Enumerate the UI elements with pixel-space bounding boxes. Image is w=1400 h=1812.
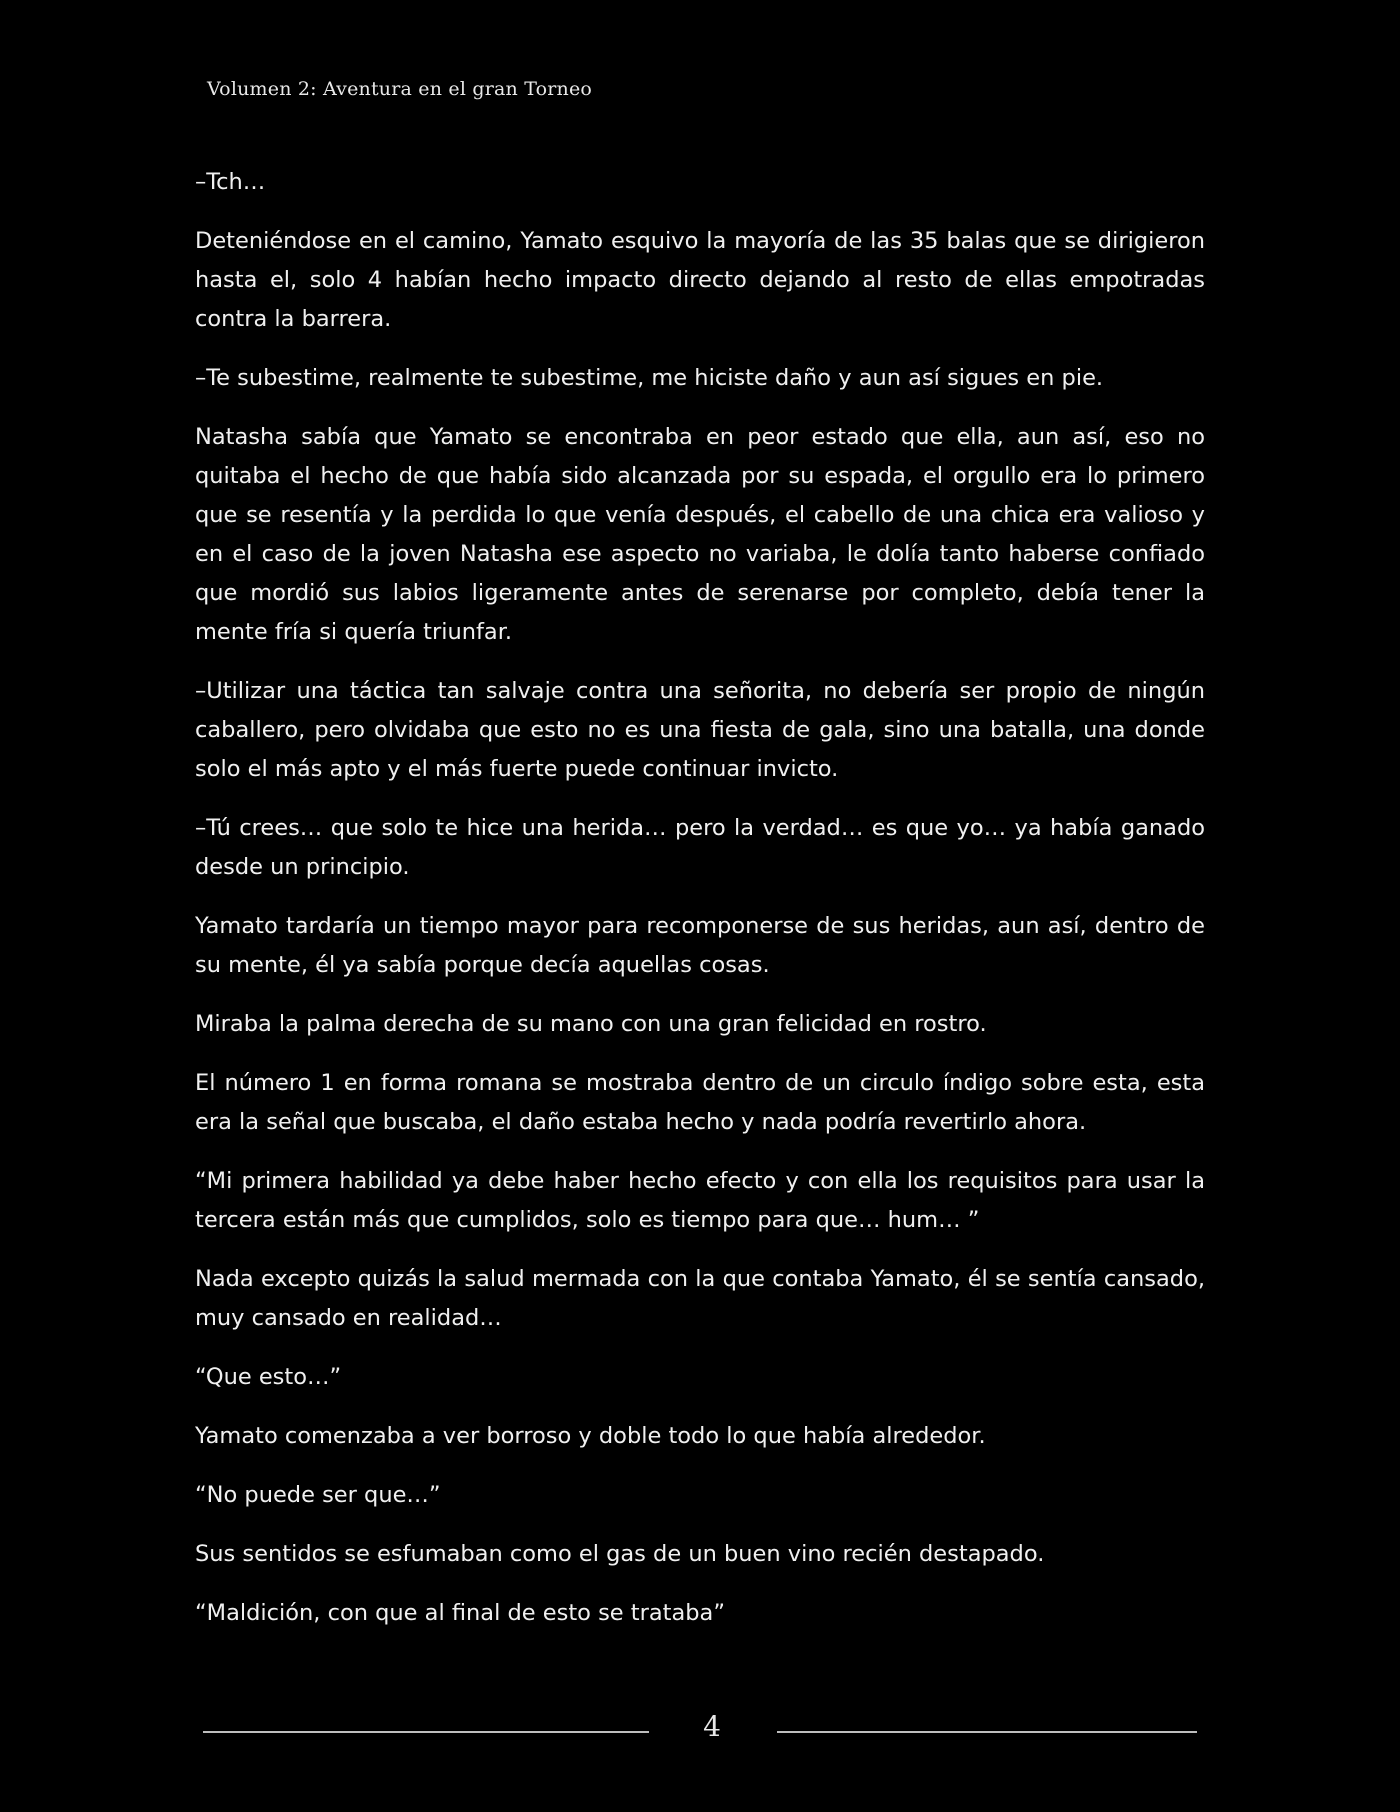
paragraph: –Te subestime, realmente te subestime, me hiciste daño y aun así sigues en pie. xyxy=(195,365,1104,391)
paragraph: “Mi primera habilidad ya debe haber hecho efecto y con ella los requisitos para usar la tercera están más que cumplidos, solo es tiempo para que… hum… ” xyxy=(195,1168,1205,1233)
paragraph: Yamato tardaría un tiempo mayor para recomponerse de sus heridas, aun así, dentro de su mente, él ya sabía porque decía aquellas cosas. xyxy=(195,913,1205,978)
paragraph: Sus sentidos se esfumaban como el gas de un buen vino recién destapado. xyxy=(195,1541,1045,1567)
paragraph: Deteniéndose en el camino, Yamato esquivo la mayoría de las 35 balas que se dirigieron hasta el, solo 4 habían hecho impacto directo dejando al resto de ellas empotradas contra la barrera. xyxy=(195,228,1205,332)
paragraph: “No puede ser que…” xyxy=(195,1482,441,1508)
paragraph: “Que esto…” xyxy=(195,1364,342,1390)
paragraph: –Tch… xyxy=(195,169,266,195)
paragraph: Yamato comenzaba a ver borroso y doble todo lo que había alrededor. xyxy=(195,1423,986,1449)
page-number: 4 xyxy=(703,1710,721,1743)
paragraph: –Utilizar una táctica tan salvaje contra una señorita, no debería ser propio de ningún caballero, pero olvidaba que esto no es una fiesta de gala, sino una batalla, una donde solo el más apto y el más fuerte puede continuar invicto. xyxy=(195,678,1205,782)
running-header: Volumen 2: Aventura en el gran Torneo xyxy=(207,78,593,100)
paragraph: El número 1 en forma romana se mostraba dentro de un circulo índigo sobre esta, esta era la señal que buscaba, el daño estaba hecho y nada podría revertirlo ahora. xyxy=(195,1070,1205,1135)
footer-rule-left xyxy=(203,1731,649,1733)
paragraph: Natasha sabía que Yamato se encontraba en peor estado que ella, aun así, eso no quitaba el hecho de que había sido alcanzada por su espada, el orgullo era lo primero que se resentía y la perdida lo que venía después, el cabello de una chica era valioso y en el caso de la joven Natasha ese aspecto no variaba, le dolía tanto haberse confiado que mordió sus labios ligeramente antes de serenarse por completo, debía tener la mente fría si quería triunfar. xyxy=(195,424,1205,645)
page-footer xyxy=(0,1710,1400,1750)
paragraph: Nada excepto quizás la salud mermada con la que contaba Yamato, él se sentía cansado, muy cansado en realidad… xyxy=(195,1266,1205,1331)
paragraph: “Maldición, con que al final de esto se trataba” xyxy=(195,1600,725,1626)
page-body xyxy=(195,163,1205,1653)
footer-rule-right xyxy=(777,1731,1197,1733)
paragraph: Miraba la palma derecha de su mano con una gran felicidad en rostro. xyxy=(195,1011,987,1037)
paragraph: –Tú crees… que solo te hice una herida… pero la verdad… es que yo… ya había ganado desde un principio. xyxy=(195,815,1205,880)
